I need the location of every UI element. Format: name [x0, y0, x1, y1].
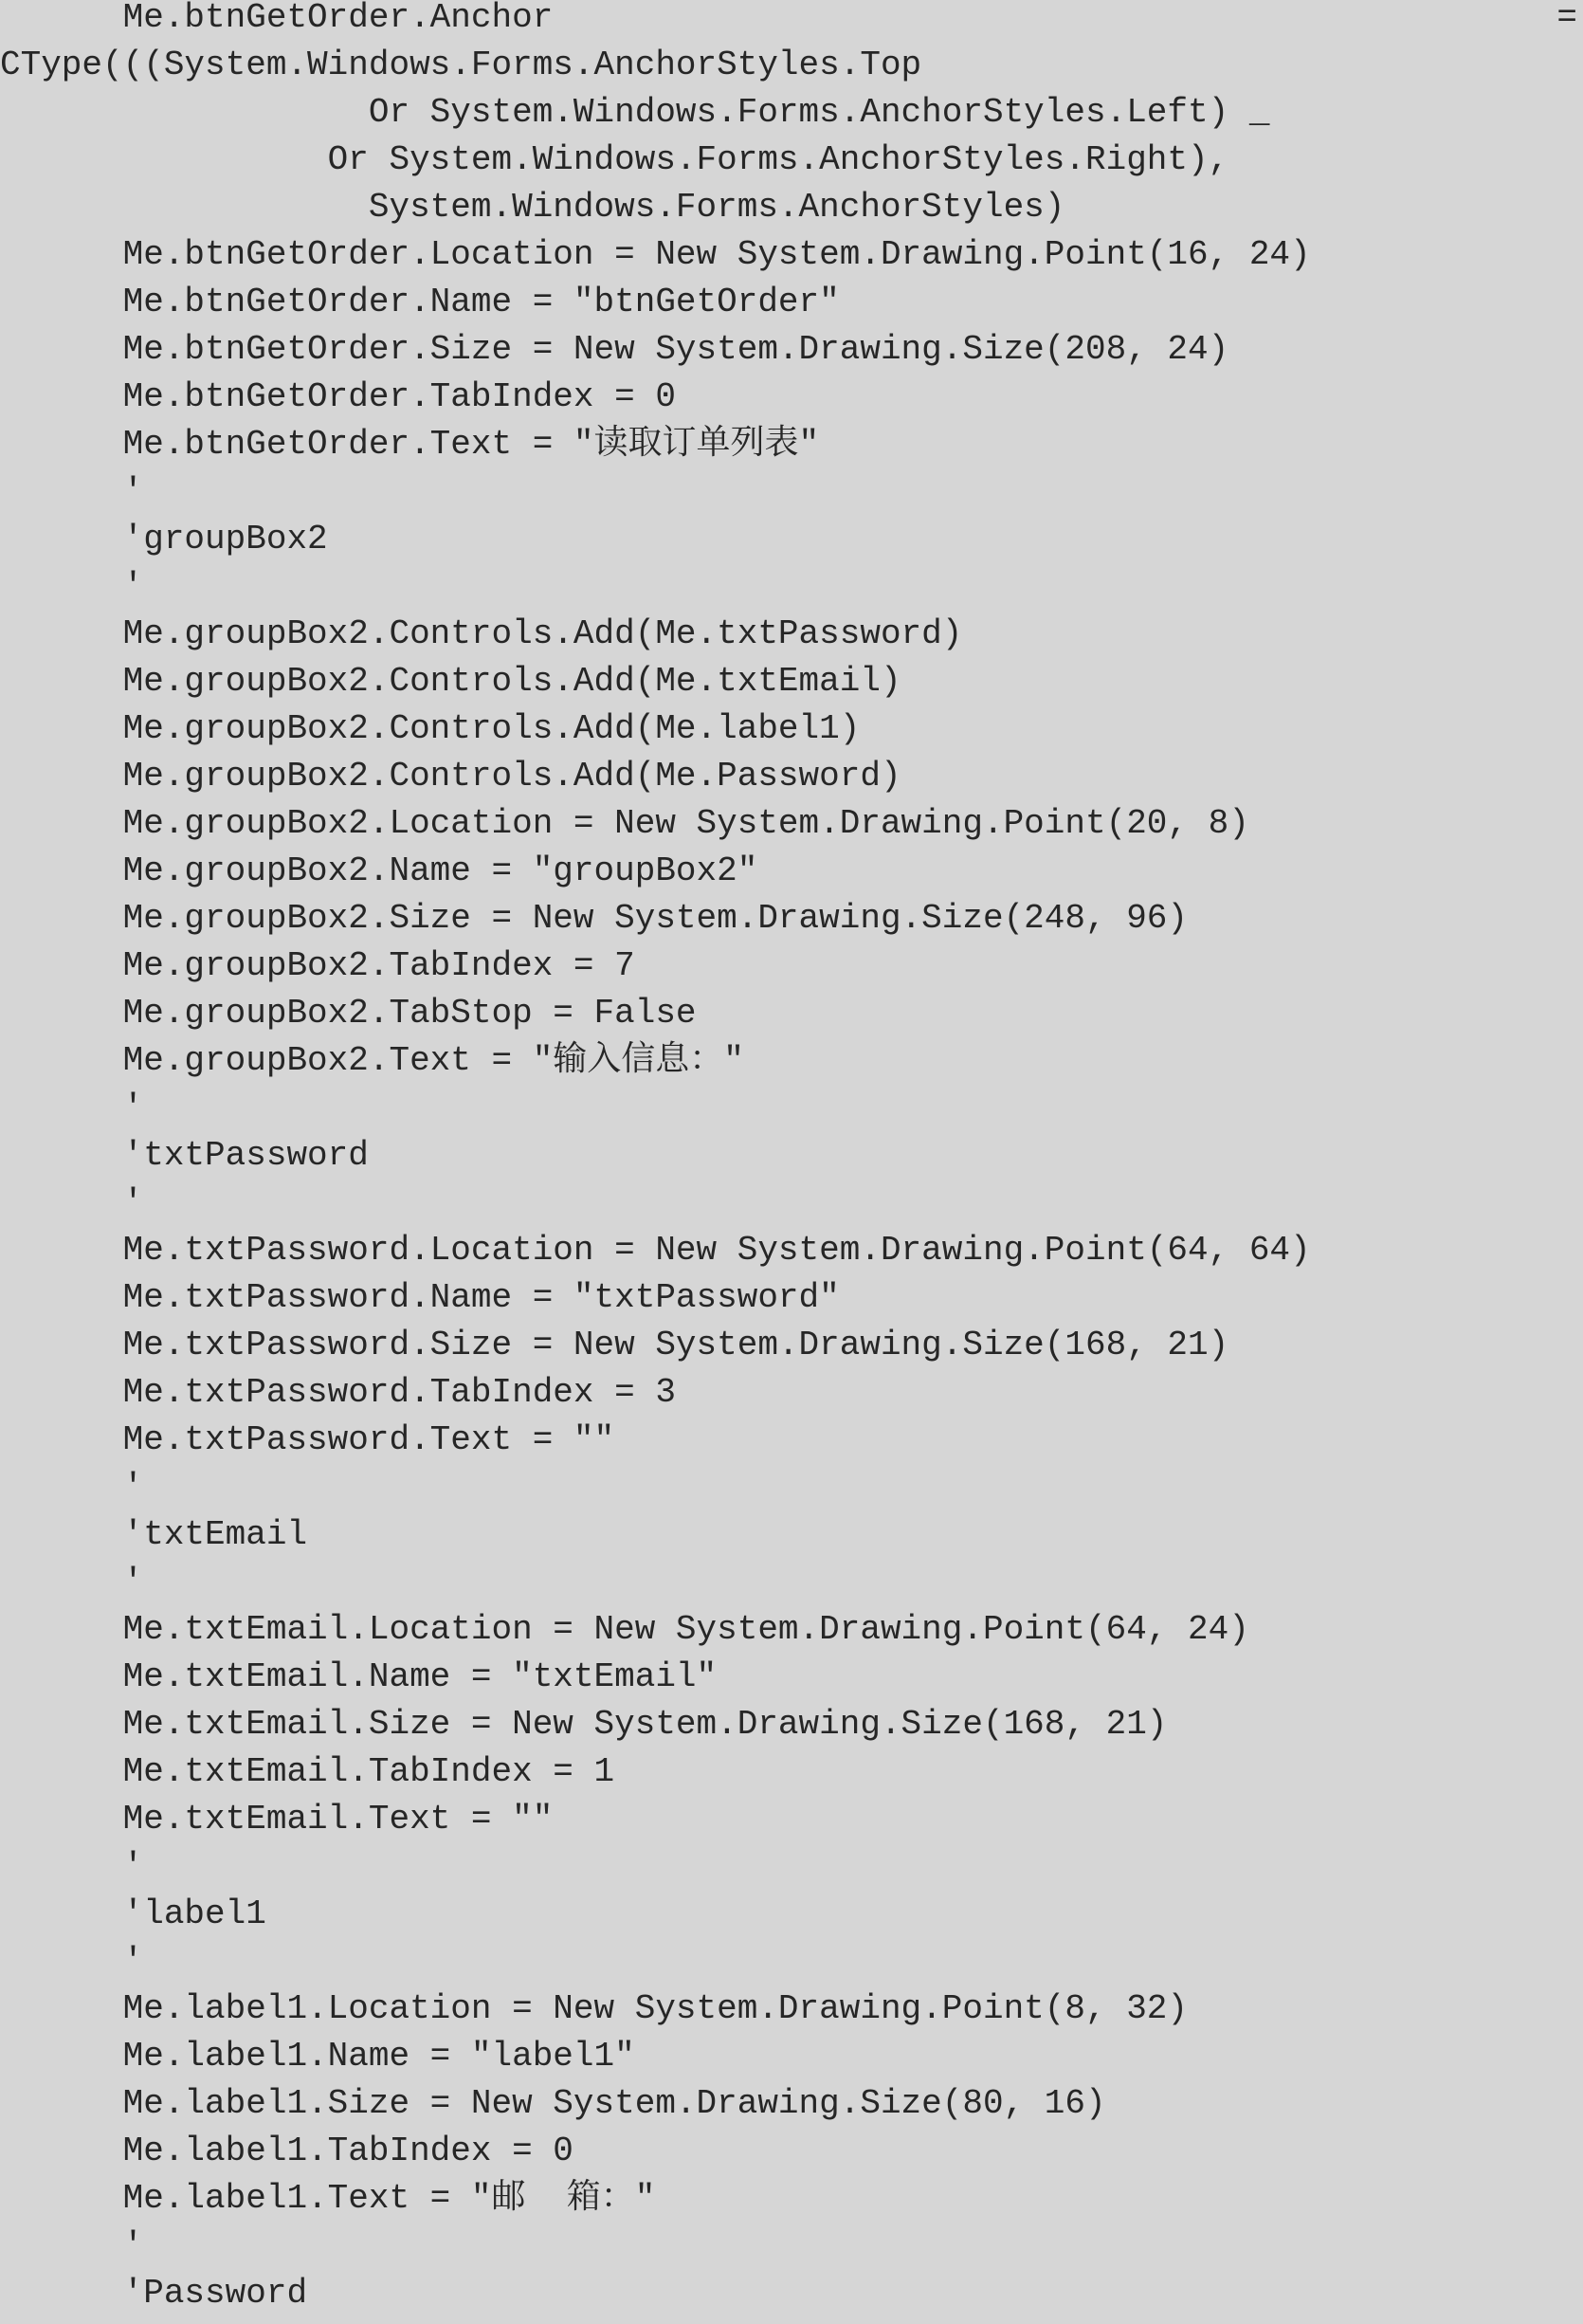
- code-line-33: 'txtEmail: [0, 1515, 308, 1554]
- code-line-24: ': [0, 1089, 144, 1127]
- continuation-equals-mark: =: [1556, 0, 1577, 37]
- code-line-40: ': [0, 1847, 144, 1886]
- code-line-11: ': [0, 472, 144, 511]
- code-line-49: 'Password: [0, 2274, 308, 2313]
- code-line-4: Or System.Windows.Forms.AnchorStyles.Right),: [0, 140, 1229, 179]
- code-line-41: 'label1: [0, 1894, 266, 1933]
- code-line-14: Me.groupBox2.Controls.Add(Me.txtPassword): [0, 614, 963, 653]
- code-line-34: ': [0, 1563, 144, 1601]
- code-line-21: Me.groupBox2.TabIndex = 7: [0, 946, 635, 985]
- code-line-26: ': [0, 1183, 144, 1222]
- code-line-38: Me.txtEmail.TabIndex = 1: [0, 1752, 615, 1791]
- code-line-45: Me.label1.Size = New System.Drawing.Size(80, 16): [0, 2084, 1106, 2123]
- code-line-8: Me.btnGetOrder.Size = New System.Drawing.Size(208, 24): [0, 330, 1229, 369]
- code-line-48: ': [0, 2226, 144, 2265]
- code-line-30: Me.txtPassword.TabIndex = 3: [0, 1373, 676, 1412]
- code-line-6: Me.btnGetOrder.Location = New System.Drawing.Point(16, 24): [0, 235, 1311, 274]
- code-line-44: Me.label1.Name = "label1": [0, 2037, 635, 2076]
- code-line-20: Me.groupBox2.Size = New System.Drawing.Size(248, 96): [0, 899, 1189, 938]
- code-line-39: Me.txtEmail.Text = "": [0, 1800, 554, 1839]
- code-line-1: Me.btnGetOrder.Anchor: [0, 0, 554, 37]
- code-line-37: Me.txtEmail.Size = New System.Drawing.Size(168, 21): [0, 1705, 1168, 1744]
- code-line-16: Me.groupBox2.Controls.Add(Me.label1): [0, 709, 861, 748]
- code-line-47: Me.label1.Text = "邮 箱：": [0, 2179, 656, 2218]
- code-line-5: System.Windows.Forms.AnchorStyles): [0, 188, 1065, 227]
- code-line-10: Me.btnGetOrder.Text = "读取订单列表": [0, 425, 820, 464]
- code-line-23: Me.groupBox2.Text = "输入信息：": [0, 1041, 744, 1080]
- code-line-43: Me.label1.Location = New System.Drawing.Point(8, 32): [0, 1989, 1189, 2028]
- code-line-35: Me.txtEmail.Location = New System.Drawing.Point(64, 24): [0, 1610, 1249, 1649]
- code-line-15: Me.groupBox2.Controls.Add(Me.txtEmail): [0, 662, 901, 701]
- code-line-2: CType(((System.Windows.Forms.AnchorStyles.Top: [0, 46, 922, 84]
- code-line-46: Me.label1.TabIndex = 0: [0, 2132, 573, 2170]
- code-line-9: Me.btnGetOrder.TabIndex = 0: [0, 377, 676, 416]
- code-line-25: 'txtPassword: [0, 1136, 369, 1175]
- code-line-36: Me.txtEmail.Name = "txtEmail": [0, 1657, 718, 1696]
- code-line-28: Me.txtPassword.Name = "txtPassword": [0, 1278, 840, 1317]
- code-line-17: Me.groupBox2.Controls.Add(Me.Password): [0, 757, 901, 796]
- code-line-27: Me.txtPassword.Location = New System.Drawing.Point(64, 64): [0, 1231, 1311, 1270]
- code-line-29: Me.txtPassword.Size = New System.Drawing.Size(168, 21): [0, 1326, 1229, 1364]
- code-line-7: Me.btnGetOrder.Name = "btnGetOrder": [0, 283, 840, 321]
- code-line-12: 'groupBox2: [0, 520, 328, 558]
- code-line-18: Me.groupBox2.Location = New System.Drawing.Point(20, 8): [0, 804, 1249, 843]
- code-line-32: ': [0, 1468, 144, 1507]
- code-line-31: Me.txtPassword.Text = "": [0, 1420, 615, 1459]
- code-line-13: ': [0, 567, 144, 606]
- code-line-19: Me.groupBox2.Name = "groupBox2": [0, 851, 758, 890]
- code-line-3: Or System.Windows.Forms.AnchorStyles.Left) _: [0, 93, 1270, 132]
- code-line-22: Me.groupBox2.TabStop = False: [0, 994, 697, 1033]
- code-line-42: ': [0, 1942, 144, 1981]
